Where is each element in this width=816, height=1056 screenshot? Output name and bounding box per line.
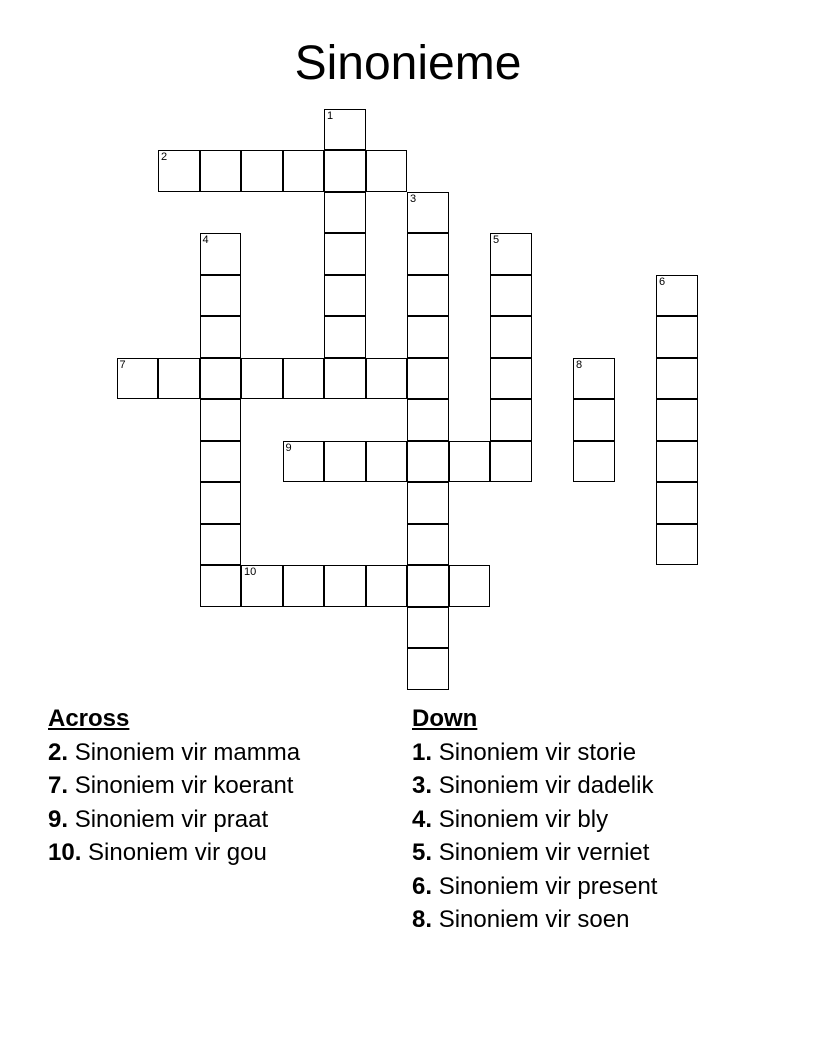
crossword-cell[interactable]: [490, 358, 532, 400]
clue-text: Sinoniem vir present: [438, 872, 658, 900]
crossword-cell[interactable]: [490, 233, 532, 275]
clue-number: 5.: [412, 839, 433, 866]
crossword-cell[interactable]: [573, 399, 615, 441]
down-clue: [412, 769, 792, 803]
crossword-cell[interactable]: [407, 233, 449, 275]
crossword-cell[interactable]: [158, 358, 200, 400]
clue-number: 2.: [48, 738, 69, 766]
clue-number: 6.: [412, 872, 433, 900]
crossword-cell[interactable]: [200, 358, 242, 400]
clue-text: Sinoniem vir mamma: [74, 738, 301, 766]
down-clue: [412, 836, 792, 870]
crossword-cell[interactable]: [200, 150, 242, 192]
cell-number: 2: [161, 151, 168, 163]
cell-number: 1: [327, 109, 334, 122]
crossword-cell[interactable]: [200, 565, 242, 607]
crossword-cell[interactable]: [407, 316, 449, 358]
clue-text: Sinoniem vir bly: [438, 805, 609, 833]
crossword-cell[interactable]: [200, 399, 242, 441]
crossword-cell[interactable]: [490, 275, 532, 317]
crossword-cell[interactable]: [324, 150, 366, 192]
crossword-cell[interactable]: [407, 648, 449, 690]
crossword-cell[interactable]: [200, 316, 242, 358]
cell-number: 3: [410, 192, 417, 205]
across-clue: [48, 836, 378, 870]
down-clue: [412, 903, 792, 937]
crossword-cell[interactable]: [200, 482, 242, 524]
cell-number: 9: [285, 441, 292, 454]
cell-number: 4: [202, 234, 209, 246]
crossword-cell[interactable]: [283, 565, 325, 607]
crossword-cell[interactable]: [656, 399, 698, 441]
clue-text: Sinoniem vir verniet: [438, 839, 650, 866]
clue-text: Sinoniem vir storie: [438, 738, 637, 766]
crossword-cell[interactable]: [449, 441, 491, 483]
crossword-cell[interactable]: [407, 441, 449, 483]
crossword-cell[interactable]: [407, 358, 449, 400]
down-clue: [412, 870, 792, 904]
across-clue: [48, 736, 378, 770]
crossword-cell[interactable]: [158, 150, 200, 192]
crossword-cell[interactable]: [407, 399, 449, 441]
clue-number: 7.: [48, 772, 69, 799]
clue-text: Sinoniem vir gou: [88, 839, 267, 866]
crossword-cell[interactable]: [283, 441, 325, 483]
across-heading: Across: [48, 705, 130, 732]
crossword-cell[interactable]: [573, 441, 615, 483]
crossword-cell[interactable]: [324, 275, 366, 317]
down-heading: Down: [412, 705, 478, 732]
crossword-cell[interactable]: [366, 358, 408, 400]
crossword-cell[interactable]: [407, 482, 449, 524]
crossword-cell[interactable]: [407, 607, 449, 649]
clue-number: 1.: [412, 738, 433, 766]
crossword-cell[interactable]: [241, 358, 283, 400]
crossword-cell[interactable]: [407, 192, 449, 234]
crossword-cell[interactable]: [656, 482, 698, 524]
crossword-cell[interactable]: [117, 358, 159, 400]
cell-number: 6: [659, 275, 666, 288]
crossword-cell[interactable]: [490, 316, 532, 358]
crossword-cell[interactable]: [366, 565, 408, 607]
down-clue: [412, 736, 792, 770]
crossword-cell[interactable]: [407, 524, 449, 566]
cell-number: 8: [576, 358, 583, 371]
crossword-cell[interactable]: [283, 150, 325, 192]
crossword-cell[interactable]: [324, 316, 366, 358]
crossword-cell[interactable]: [366, 441, 408, 483]
clue-text: Sinoniem vir koerant: [74, 772, 294, 799]
cell-number: 5: [493, 234, 500, 246]
crossword-cell[interactable]: [656, 441, 698, 483]
clue-text: Sinoniem vir soen: [438, 906, 630, 933]
cell-number: 7: [119, 358, 126, 371]
clue-text: Sinoniem vir dadelik: [438, 772, 654, 799]
crossword-cell[interactable]: [200, 233, 242, 275]
crossword-cell[interactable]: [656, 524, 698, 566]
crossword-cell[interactable]: [324, 565, 366, 607]
down-clues: [412, 702, 792, 937]
crossword-cell[interactable]: [200, 441, 242, 483]
crossword-cell[interactable]: [407, 565, 449, 607]
crossword-cell[interactable]: [656, 358, 698, 400]
crossword-cell[interactable]: [366, 150, 408, 192]
crossword-cell[interactable]: [241, 565, 283, 607]
crossword-cell[interactable]: [200, 275, 242, 317]
clue-text: Sinoniem vir praat: [74, 805, 269, 833]
crossword-cell[interactable]: [407, 275, 449, 317]
crossword-cell[interactable]: [241, 150, 283, 192]
crossword-cell[interactable]: [656, 275, 698, 317]
crossword-cell[interactable]: [200, 524, 242, 566]
clue-number: 8.: [412, 906, 433, 933]
across-clue: [48, 803, 378, 837]
crossword-cell[interactable]: [449, 565, 491, 607]
crossword-cell[interactable]: [324, 192, 366, 234]
crossword-cell[interactable]: [490, 441, 532, 483]
crossword-cell[interactable]: [573, 358, 615, 400]
cell-number: 10: [244, 566, 257, 578]
crossword-cell[interactable]: [324, 441, 366, 483]
across-clues: [48, 702, 378, 870]
down-clue: [412, 803, 792, 837]
clue-number: 3.: [412, 772, 433, 799]
puzzle-title: Sinonieme: [294, 37, 522, 90]
crossword-cell[interactable]: [324, 233, 366, 275]
crossword-cell[interactable]: [490, 399, 532, 441]
crossword-cell[interactable]: [324, 358, 366, 400]
clue-number: 10.: [48, 839, 82, 866]
clue-number: 4.: [412, 805, 433, 833]
crossword-cell[interactable]: [324, 109, 366, 151]
across-clue: [48, 769, 378, 803]
crossword-cell[interactable]: [283, 358, 325, 400]
crossword-cell[interactable]: [656, 316, 698, 358]
clue-number: 9.: [48, 805, 69, 833]
